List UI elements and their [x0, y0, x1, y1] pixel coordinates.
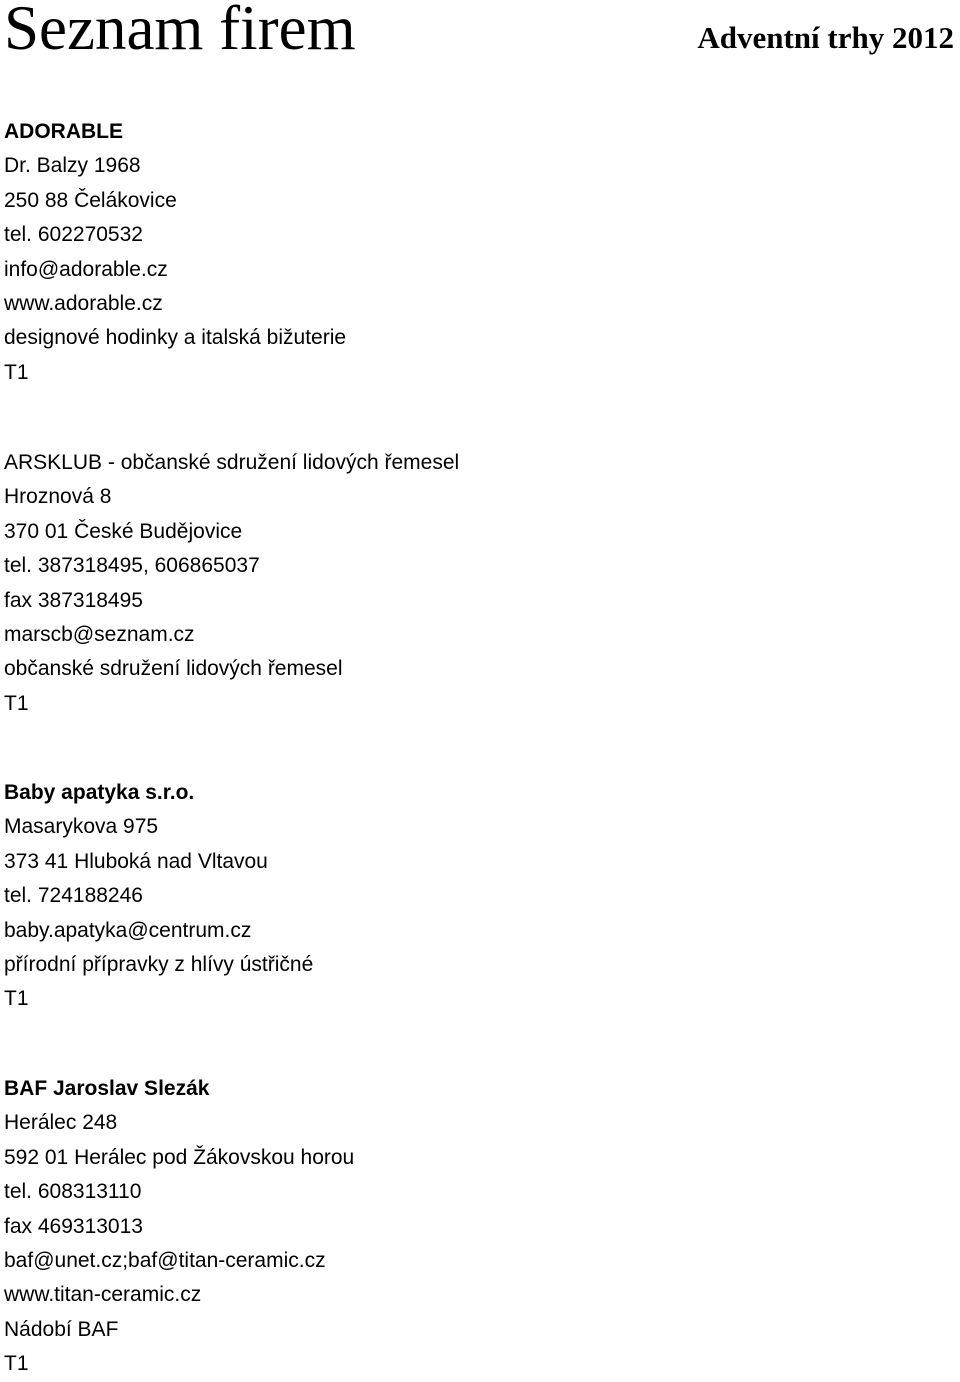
company-phone: tel. 387318495, 606865037: [4, 554, 260, 578]
company-entry-baby-apatyka: [4, 776, 944, 1017]
company-phone: tel. 602270532: [4, 223, 143, 247]
company-email: marscb@seznam.cz: [4, 622, 195, 646]
company-phone: tel. 608313110: [4, 1180, 142, 1204]
company-street: Dr. Balzy 1968: [4, 154, 141, 178]
company-city: 250 88 Čelákovice: [4, 188, 177, 212]
company-location: T1: [4, 691, 29, 715]
company-email: baby.apatyka@centrum.cz: [4, 918, 252, 942]
company-description: přírodní přípravky z hlívy ústřičné: [4, 952, 314, 976]
company-web: www.titan-ceramic.cz: [4, 1283, 202, 1307]
company-entry-arsklub: [4, 446, 944, 721]
company-location: T1: [4, 987, 29, 1011]
company-web: www.adorable.cz: [4, 291, 163, 315]
company-fax: fax 469313013: [4, 1214, 143, 1238]
company-fax: fax 387318495: [4, 588, 143, 612]
company-name: ADORABLE: [4, 120, 123, 143]
company-street: Herálec 248: [4, 1111, 118, 1135]
company-description: občanské sdružení lidových řemesel: [4, 657, 343, 681]
company-entry-baf: [4, 1072, 944, 1382]
page-subtitle: Adventní trhy 2012: [697, 20, 954, 55]
company-phone: tel. 724188246: [4, 884, 143, 908]
company-description: designové hodinky a italská bižuterie: [4, 326, 347, 350]
company-street: Hroznová 8: [4, 485, 112, 509]
company-city: 370 01 České Budějovice: [4, 519, 243, 543]
company-name: ARSKLUB - občanské sdružení lidových řemesel: [4, 451, 460, 474]
company-location: T1: [4, 360, 29, 384]
company-name: BAF Jaroslav Slezák: [4, 1077, 210, 1100]
company-name: Baby apatyka s.r.o.: [4, 781, 195, 804]
company-location: T1: [4, 1352, 29, 1376]
company-email: info@adorable.cz: [4, 257, 168, 281]
company-entry-adorable: [4, 115, 944, 390]
page-title: Seznam firem: [4, 0, 356, 63]
company-email: baf@unet.cz;baf@titan-ceramic.cz: [4, 1248, 326, 1272]
company-city: 373 41 Hluboká nad Vltavou: [4, 849, 268, 873]
company-description: Nádobí BAF: [4, 1317, 119, 1341]
company-street: Masarykova 975: [4, 815, 159, 839]
page-header: [0, 0, 960, 70]
company-city: 592 01 Herálec pod Žákovskou horou: [4, 1145, 355, 1169]
